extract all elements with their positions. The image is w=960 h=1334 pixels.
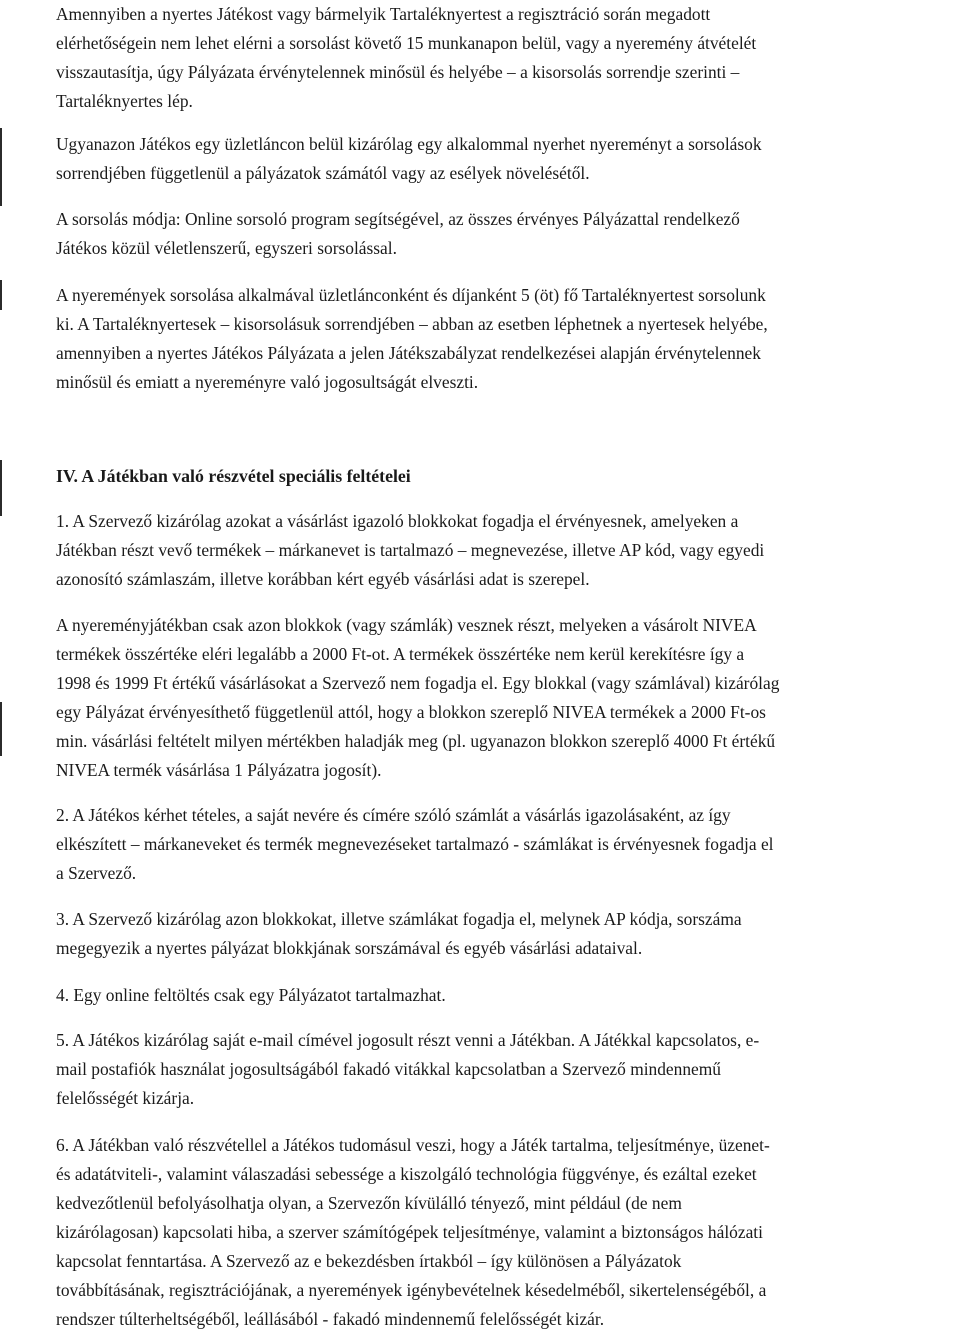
text-line: felelősségét kizárja. (56, 1088, 195, 1108)
paragraph (56, 507, 956, 594)
paragraph (56, 1026, 956, 1113)
text-line: megegyezik a nyertes pályázat blokkjának sorszámával és egyéb vásárlási adataival. (56, 938, 643, 958)
text-line: amennyiben a nyertes Játékos Pályázata a jelen Játékszabályzat rendelkezései alapján érvénytelennek (56, 343, 761, 363)
text-line: 3. A Szervező kizárólag azon blokkokat, illetve számlákat fogadja el, melynek AP kódja, sorszáma (56, 909, 742, 929)
text-line: sorrendjében függetlenül a pályázatok számától vagy az esélyek növelésétől. (56, 163, 590, 183)
text-line: minősül és emiatt a nyereményre való jogosultságát elveszti. (56, 372, 479, 392)
paragraph (56, 905, 956, 963)
paragraph (56, 611, 956, 785)
text-line: 1. A Szervező kizárólag azokat a vásárlást igazoló blokkokat fogadja el érvényesnek, amelyeken a (56, 511, 739, 531)
revision-bar (0, 702, 2, 756)
text-line: elérhetőségein nem lehet elérni a sorsolást követő 15 munkanapon belül, vagy a nyeremény átvételét (56, 33, 757, 53)
text-line: Tartaléknyertes lép. (56, 91, 193, 111)
text-line: min. vásárlási feltételt milyen mértékben haladják meg (pl. ugyanazon blokkon szereplő 4000 Ft értékű (56, 731, 776, 751)
text-line: kapcsolat fenntartása. A Szervező az e bekezdésben írtakból ‒ így különösen a Pályázatok (56, 1251, 682, 1271)
revision-bar (0, 280, 2, 310)
text-line: 4. Egy online feltöltés csak egy Pályázatot tartalmazhat. (56, 985, 446, 1005)
text-line: egy Pályázat érvényesíthető függetlenül attól, hogy a blokkon szereplő NIVEA termékek a 2000 Ft-os (56, 702, 766, 722)
text-line: Játékos közül véletlenszerű, egyszeri sorsolással. (56, 238, 397, 258)
text-line: továbbításának, regisztrációjának, a nyeremények igénybevételnek késedelméből, sikertelenségéből, a (56, 1280, 767, 1300)
text-line: azonosító számlaszám, illetve korábban kért egyéb vásárlási adat is szerepel. (56, 569, 590, 589)
text-line: és adatátviteli-, valamint válaszadási sebessége a kiszolgáló technológia függvénye, és ezáltal ezeket (56, 1164, 757, 1184)
paragraph (56, 1131, 956, 1334)
text-line: termékek összértéke eléri legalább a 2000 Ft-ot. A termékek összértéke nem kerül kerekítésre így a (56, 644, 745, 664)
text-line: 6. A Játékban való részvétellel a Játékos tudomásul veszi, hogy a Játék tartalma, teljesítménye, üzenet- (56, 1135, 770, 1155)
paragraph (56, 801, 956, 888)
paragraph (56, 130, 956, 188)
paragraph (56, 205, 956, 263)
text-line: Játékban részt vevő termékek ‒ márkanevet is tartalmazó ‒ megnevezése, illetve AP kód, vagy egyedi (56, 540, 765, 560)
text-line: rendszer túlterheltségéből, leállásából - fakadó mindennemű felelősségét kizár. (56, 1309, 605, 1329)
text-line: 2. A Játékos kérhet tételes, a saját nevére és címére szóló számlát a vásárlás igazolásaként, az így (56, 805, 731, 825)
text-line: Ugyanazon Játékos egy üzletláncon belül kizárólag egy alkalommal nyerhet nyereményt a sorsolások (56, 134, 762, 154)
paragraph (56, 0, 956, 116)
text-line: kizárólagosan) kapcsolati hiba, a szerver számítógépek teljesítménye, valamint a biztonságos hálózati (56, 1222, 763, 1242)
text-line: 1998 és 1999 Ft értékű vásárlásokat a Szervező nem fogadja el. Egy blokkal (vagy számlával) kizárólag (56, 673, 780, 693)
revision-bar (0, 460, 2, 516)
text-line: 5. A Játékos kizárólag saját e-mail címével jogosult részt venni a Játékban. A Játékkal kapcsolatos, e- (56, 1030, 760, 1050)
text-line: elkészített ‒ márkaneveket és termék megnevezéseket tartalmazó - számlákat is érvényesnek fogadja el (56, 834, 774, 854)
text-line: A nyereményjátékban csak azon blokkok (vagy számlák) vesznek részt, melyeken a vásárolt NIVEA (56, 615, 757, 635)
text-line: a Szervező. (56, 863, 137, 883)
text-line: A sorsolás módja: Online sorsoló program segítségével, az összes érvényes Pályázattal rendelkező (56, 209, 740, 229)
text-line: mail postafiók használat jogosultságából fakadó vitákkal kapcsolatban a Szervező mindennemű (56, 1059, 721, 1079)
text-line: A nyeremények sorsolása alkalmával üzletlánconként és díjanként 5 (öt) fő Tartaléknyertest sorsolunk (56, 285, 766, 305)
text-line: Amennyiben a nyertes Játékost vagy bármelyik Tartaléknyertest a regisztráció során megadott (56, 4, 711, 24)
text-line: ki. A Tartaléknyertesek ‒ kisorsolásuk sorrendjében ‒ abban az esetben léphetnek a nyertesek helyébe, (56, 314, 768, 334)
paragraph (56, 281, 956, 397)
text-line: visszautasítja, úgy Pályázata érvénytelennek minősül és helyébe ‒ a kisorsolás sorrendje szerinti ‒ (56, 62, 740, 82)
section-heading: IV. A Játékban való részvétel speciális feltételei (56, 466, 411, 486)
text-line: kedvezőtlenül befolyásolhatja olyan, a Szervezőn kívülálló tényező, mint például (de nem (56, 1193, 682, 1213)
revision-bar (0, 128, 2, 206)
text-line: NIVEA termék vásárlása 1 Pályázatra jogosít). (56, 760, 382, 780)
paragraph (56, 981, 956, 1010)
